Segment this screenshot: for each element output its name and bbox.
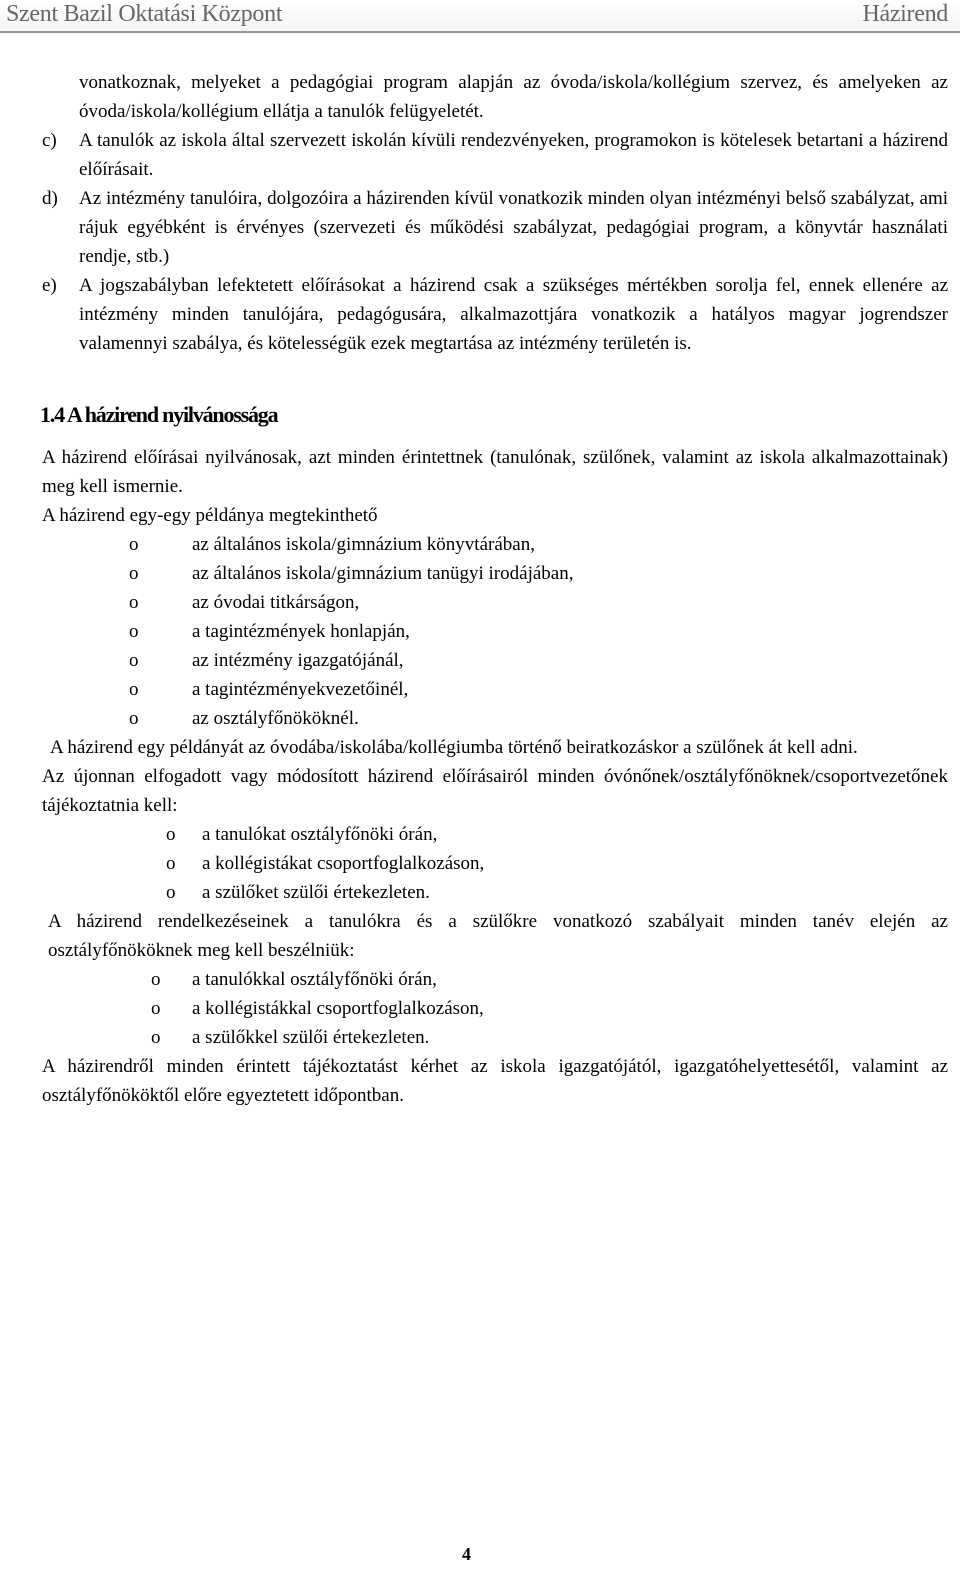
list-item-text: a tanulókkal osztályfőnöki órán, [192,969,437,990]
bullet-marker: o [151,1027,161,1048]
bullet-marker: o [129,650,139,671]
copies-location-list [42,530,948,733]
list-marker: d) [42,188,58,209]
intro-continuation: vonatkoznak, melyeket a pedagógiai program alapján az óvoda/iskola/kollégium szervez, és amelyeken az óvoda/iskola/kollégium ellátja a tanulók felügyeletét. [79,72,948,122]
list-item-text: a kollégistákkal csoportfoglalkozáson, [192,998,484,1019]
list-item-c [42,126,948,184]
bullet-marker: o [129,563,139,584]
bullet-marker: o [129,708,139,729]
list-item-text: az általános iskola/gimnázium könyvtárában, [192,534,535,555]
list-item [42,849,948,878]
list-item [42,559,948,588]
list-item [42,820,948,849]
list-item [42,878,948,907]
bullet-marker: o [166,882,176,903]
list-item-d [42,184,948,271]
list-item-text: a szülőkkel szülői értekezleten. [192,1027,430,1048]
list-item-text: a szülőket szülői értekezleten. [202,882,430,903]
list-item-text: az általános iskola/gimnázium tanügyi irodájában, [192,563,574,584]
bullet-marker: o [151,969,161,990]
list-item-text: a kollégistákat csoportfoglalkozáson, [202,853,485,874]
discussion-list [42,965,948,1052]
paragraph-copies: A házirend egy-egy példánya megtekinthető [42,505,378,526]
bullet-marker: o [129,679,139,700]
paragraph-new-rules: Az újonnan elfogadott vagy módosított házirend előírásairól minden óvónőnek/osztályfőnöknek/csoportvezetőnek tájékoztatnia kell: [42,766,948,816]
header-organization: Szent Bazil Oktatási Központ [6,1,283,27]
inform-list [42,820,948,907]
list-item-text: az intézmény igazgatójánál, [192,650,404,671]
bullet-marker: o [129,621,139,642]
list-marker: e) [42,275,57,296]
header-rule [0,31,960,33]
bullet-marker: o [151,998,161,1019]
list-item-text: A tanulók az iskola által szervezett iskolán kívüli rendezvényeken, programokon is kötelesek betartani a házirend előírásait. [79,130,948,180]
list-item-text: a tagintézmények honlapján, [192,621,410,642]
list-item-text: az óvodai titkárságon, [192,592,360,613]
page-number: 4 [462,1544,471,1564]
bullet-marker: o [166,853,176,874]
header-document-title: Házirend [862,1,948,27]
list-marker: c) [42,130,57,151]
list-item-text: az osztályfőnököknél. [192,708,359,729]
list-item [42,994,948,1023]
list-item [42,530,948,559]
list-item [42,704,948,733]
list-item-e [42,271,948,358]
paragraph-enrollment: A házirend egy példányát az óvodába/iskolába/kollégiumba történő beiratkozáskor a szülőnek át kell adni. [50,737,858,758]
list-item [42,1023,948,1052]
list-item [42,965,948,994]
document-body [42,68,948,1110]
paragraph-information: A házirendről minden érintett tájékoztatást kérhet az iskola igazgatójától, igazgatóhelyettesétől, valamint az osztályfőnököktől előre egyeztetett időpontban. [42,1056,948,1106]
list-item [42,646,948,675]
list-item [42,675,948,704]
list-item [42,588,948,617]
bullet-marker: o [129,592,139,613]
page-header [0,0,960,34]
list-item-text: Az intézmény tanulóira, dolgozóira a házirenden kívül vonatkozik minden olyan intézményi belső szabályzat, ami rájuk egyébként is érvényes (szervezeti és működési szabályzat, pedagógiai program, a könyvtár használati rendje, stb.) [79,188,948,267]
paragraph-discussion: A házirend rendelkezéseinek a tanulókra és a szülőkre vonatkozó szabályait minden tanév elején az osztályfőnököknek meg kell beszélniük: [48,911,948,961]
list-item [42,617,948,646]
list-item-text: a tanulókat osztályfőnöki órán, [202,824,438,845]
bullet-marker: o [166,824,176,845]
list-item-text: a tagintézményekvezetőinél, [192,679,409,700]
list-item-text: A jogszabályban lefektetett előírásokat a házirend csak a szükséges mértékben sorolja fel, ennek ellenére az intézmény minden tanulójára, pedagógusára, alkalmazottjára vonatkozik a hatályos magyar jogrendszer valamennyi szabálya, és kötelességük ezek megtartása az intézmény területén is. [79,275,948,354]
paragraph-publicity: A házirend előírásai nyilvánosak, azt minden érintettnek (tanulónak, szülőnek, valamint az iskola alkalmazottainak) meg kell ismernie. [42,447,948,497]
section-heading: 1.4 A házirend nyilvánossága [40,402,278,427]
bullet-marker: o [129,534,139,555]
